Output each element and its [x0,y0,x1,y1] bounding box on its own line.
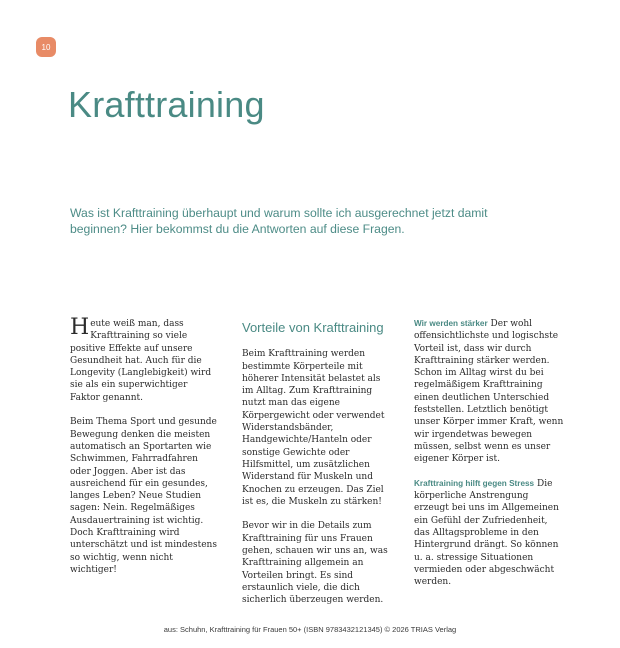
paragraph-2: Beim Thema Sport und gesunde Bewegung denken die meisten automatisch an Sportarten wie Schwimmen, Fahrradfahren oder Joggen. Aber ist das ausreichend für ein gesundes, langes Leben? Neue Studien sagen: Nein. Regelmäßiges Ausdauertraining ist wichtig. Doch Krafttraining wird unterschätzt und ist mindestens so wichtig, wenn nicht wichtiger! [70,417,217,575]
paragraph-text: Der wohl offensichtlichste und logischste Vorteil ist, dass wir durch Krafttraining stärker werden. Schon im Alltag wirst du bei regelmäßigem Krafttraining einen deutlichen Unterschied feststellen. Letztlich benötigt unser Körper immer Kraft, wenn wir irgendetwas bewegen müssen, selbst wenn es unser eigener Körper ist. [414,319,564,465]
page-title: Krafttraining [68,84,265,125]
footer-citation: aus: Schuhn, Krafttraining für Frauen 50+ (ISBN 9783432121345) © 2026 TRIAS Verlag [163,625,457,634]
text-column-1 [70,315,220,589]
paragraph-1: Beim Krafttraining werden bestimmte Körperteile mit höherer Intensität belastet als im Alltag. Zum Krafttraining nutzt man das eigene Körpergewicht oder verwendet Widerstandsbänder, Handgewichte/Hanteln oder sonstige Gewichte oder Hilfsmittel, um zusätzlichen Widerstand für Muskeln und Knochen zu erzeugen. Das Ziel ist es, die Muskeln zu stärken! [242,349,385,507]
section-heading: Vorteile von Krafttraining [242,320,384,335]
page-number-badge: 10 [36,37,56,57]
paragraph-2: Bevor wir in die Details zum Krafttraining für uns Frauen gehen, schauen wir uns an, was Krafttraining allgemein an Vorteilen bringt. Es sind erstaunlich viele, die dich sicherlich überzeugen werden. [242,521,388,606]
paragraph-2 [414,478,564,589]
paragraph-1 [414,318,564,466]
text-column-2 [242,318,392,619]
drop-cap: H [70,315,90,340]
paragraph-text: Die körperliche Anstrengung erzeugt bei uns im Allgemeinen ein Gefühl der Zufriedenheit, das Alltagsprobleme in den Hintergrund drängt. So können u. a. stressige Situationen vermieden oder abgeschwächt werden. [414,478,559,588]
intro-paragraph: Was ist Krafttraining überhaupt und warum sollte ich ausgerechnet jetzt damit beginnen? Hier bekommst du die Antworten auf diese Fragen. [70,206,488,236]
text-column-3 [414,318,564,601]
run-in-heading: Wir werden stärker [414,319,488,328]
run-in-heading: Krafttraining hilft gegen Stress [414,478,535,488]
paragraph-text: eute weiß man, dass Krafttraining so viele positive Effekte auf unsere Gesundheit hat. Auch für die Longevity (Langlebigkeit) wird sie als ein superwichtiger Faktor genannt. [70,319,212,403]
paragraph-1 [70,315,220,404]
